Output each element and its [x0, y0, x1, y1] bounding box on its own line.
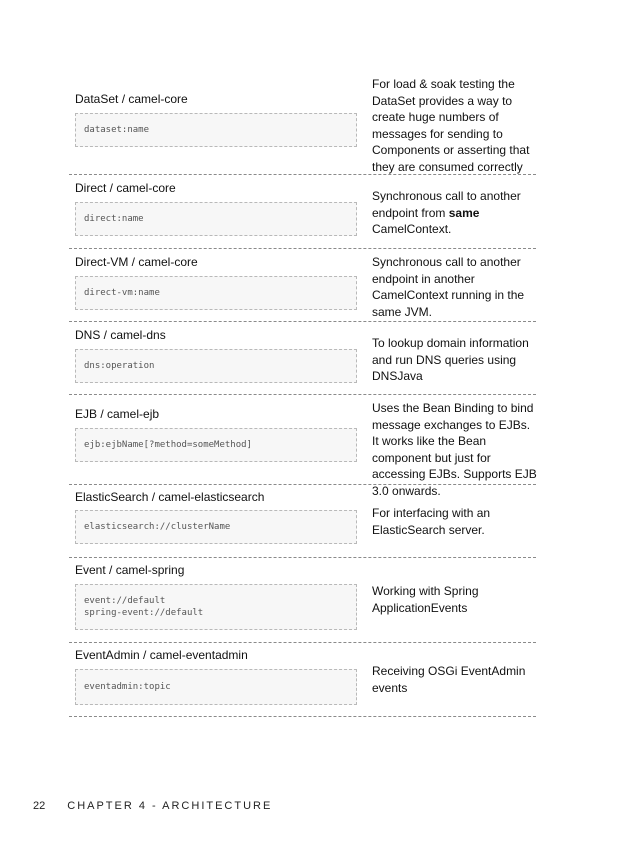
- uri-line: event://default: [84, 596, 166, 606]
- component-cell: [75, 485, 359, 557]
- component-name: EJB / camel-ejb: [75, 407, 160, 421]
- component-name: Event / camel-spring: [75, 563, 185, 577]
- table-row: [69, 76, 536, 175]
- component-name: ElasticSearch / camel-elasticsearch: [75, 490, 265, 504]
- table-row: [69, 558, 536, 643]
- chapter-title: CHAPTER 4 - ARCHITECTURE: [67, 800, 273, 812]
- description-text: Synchronous call to another endpoint from: [372, 189, 521, 220]
- component-cell: [75, 76, 359, 174]
- uri-code-block: [75, 276, 357, 310]
- uri-code-block: [75, 669, 357, 705]
- component-cell: [75, 558, 359, 642]
- table-row: [69, 249, 536, 322]
- component-description: [372, 188, 537, 238]
- description-emphasis: same: [448, 205, 480, 220]
- page-footer: [33, 800, 272, 812]
- component-description: Synchronous call to another endpoint in another CamelContext running in the same JVM.: [372, 255, 525, 319]
- table-row: [69, 485, 536, 558]
- component-cell: [75, 322, 359, 394]
- uri-code-block: [75, 428, 357, 462]
- component-cell: [75, 643, 359, 716]
- component-name: DNS / camel-dns: [75, 328, 166, 342]
- component-description: For load & soak testing the DataSet provides a way to create huge numbers of messages for sending to Components or asserting that they are consumed correctly: [372, 77, 530, 174]
- uri-code-block: [75, 113, 357, 147]
- table-row: [69, 175, 536, 249]
- component-name: Direct / camel-core: [75, 181, 176, 195]
- uri-code-block: [75, 584, 357, 630]
- component-description: For interfacing with an ElasticSearch server.: [372, 506, 491, 537]
- component-name: EventAdmin / camel-eventadmin: [75, 648, 248, 662]
- component-name: Direct-VM / camel-core: [75, 255, 198, 269]
- uri-code-block: [75, 510, 357, 544]
- uri-line: dns:operation: [84, 361, 155, 371]
- component-description: To lookup domain information and run DNS queries using DNSJava: [372, 336, 529, 383]
- page-number: 22: [33, 800, 46, 812]
- component-cell: [75, 249, 359, 321]
- uri-code-block: [75, 349, 357, 383]
- uri-line: elasticsearch://clusterName: [84, 522, 231, 532]
- table-row: [69, 322, 536, 395]
- uri-line: direct:name: [84, 214, 144, 224]
- uri-line: dataset:name: [84, 125, 150, 135]
- uri-line: eventadmin:topic: [84, 682, 171, 692]
- uri-line: spring-event://default: [84, 608, 204, 618]
- component-description: Uses the Bean Binding to bind message exchanges to EJBs. It works like the Bean component but just for accessing EJBs. Supports EJB 3.0 onwards.: [372, 401, 537, 498]
- component-name: DataSet / camel-core: [75, 92, 188, 106]
- uri-code-block: [75, 202, 357, 236]
- uri-line: ejb:ejbName[?method=someMethod]: [84, 440, 252, 450]
- table-row: [69, 643, 536, 717]
- component-description: Working with Spring ApplicationEvents: [372, 584, 479, 615]
- component-cell: [75, 395, 359, 484]
- component-cell: [75, 175, 359, 248]
- component-description: Receiving OSGi EventAdmin events: [372, 664, 526, 695]
- description-text: CamelContext.: [372, 222, 452, 236]
- uri-line: direct-vm:name: [84, 288, 160, 298]
